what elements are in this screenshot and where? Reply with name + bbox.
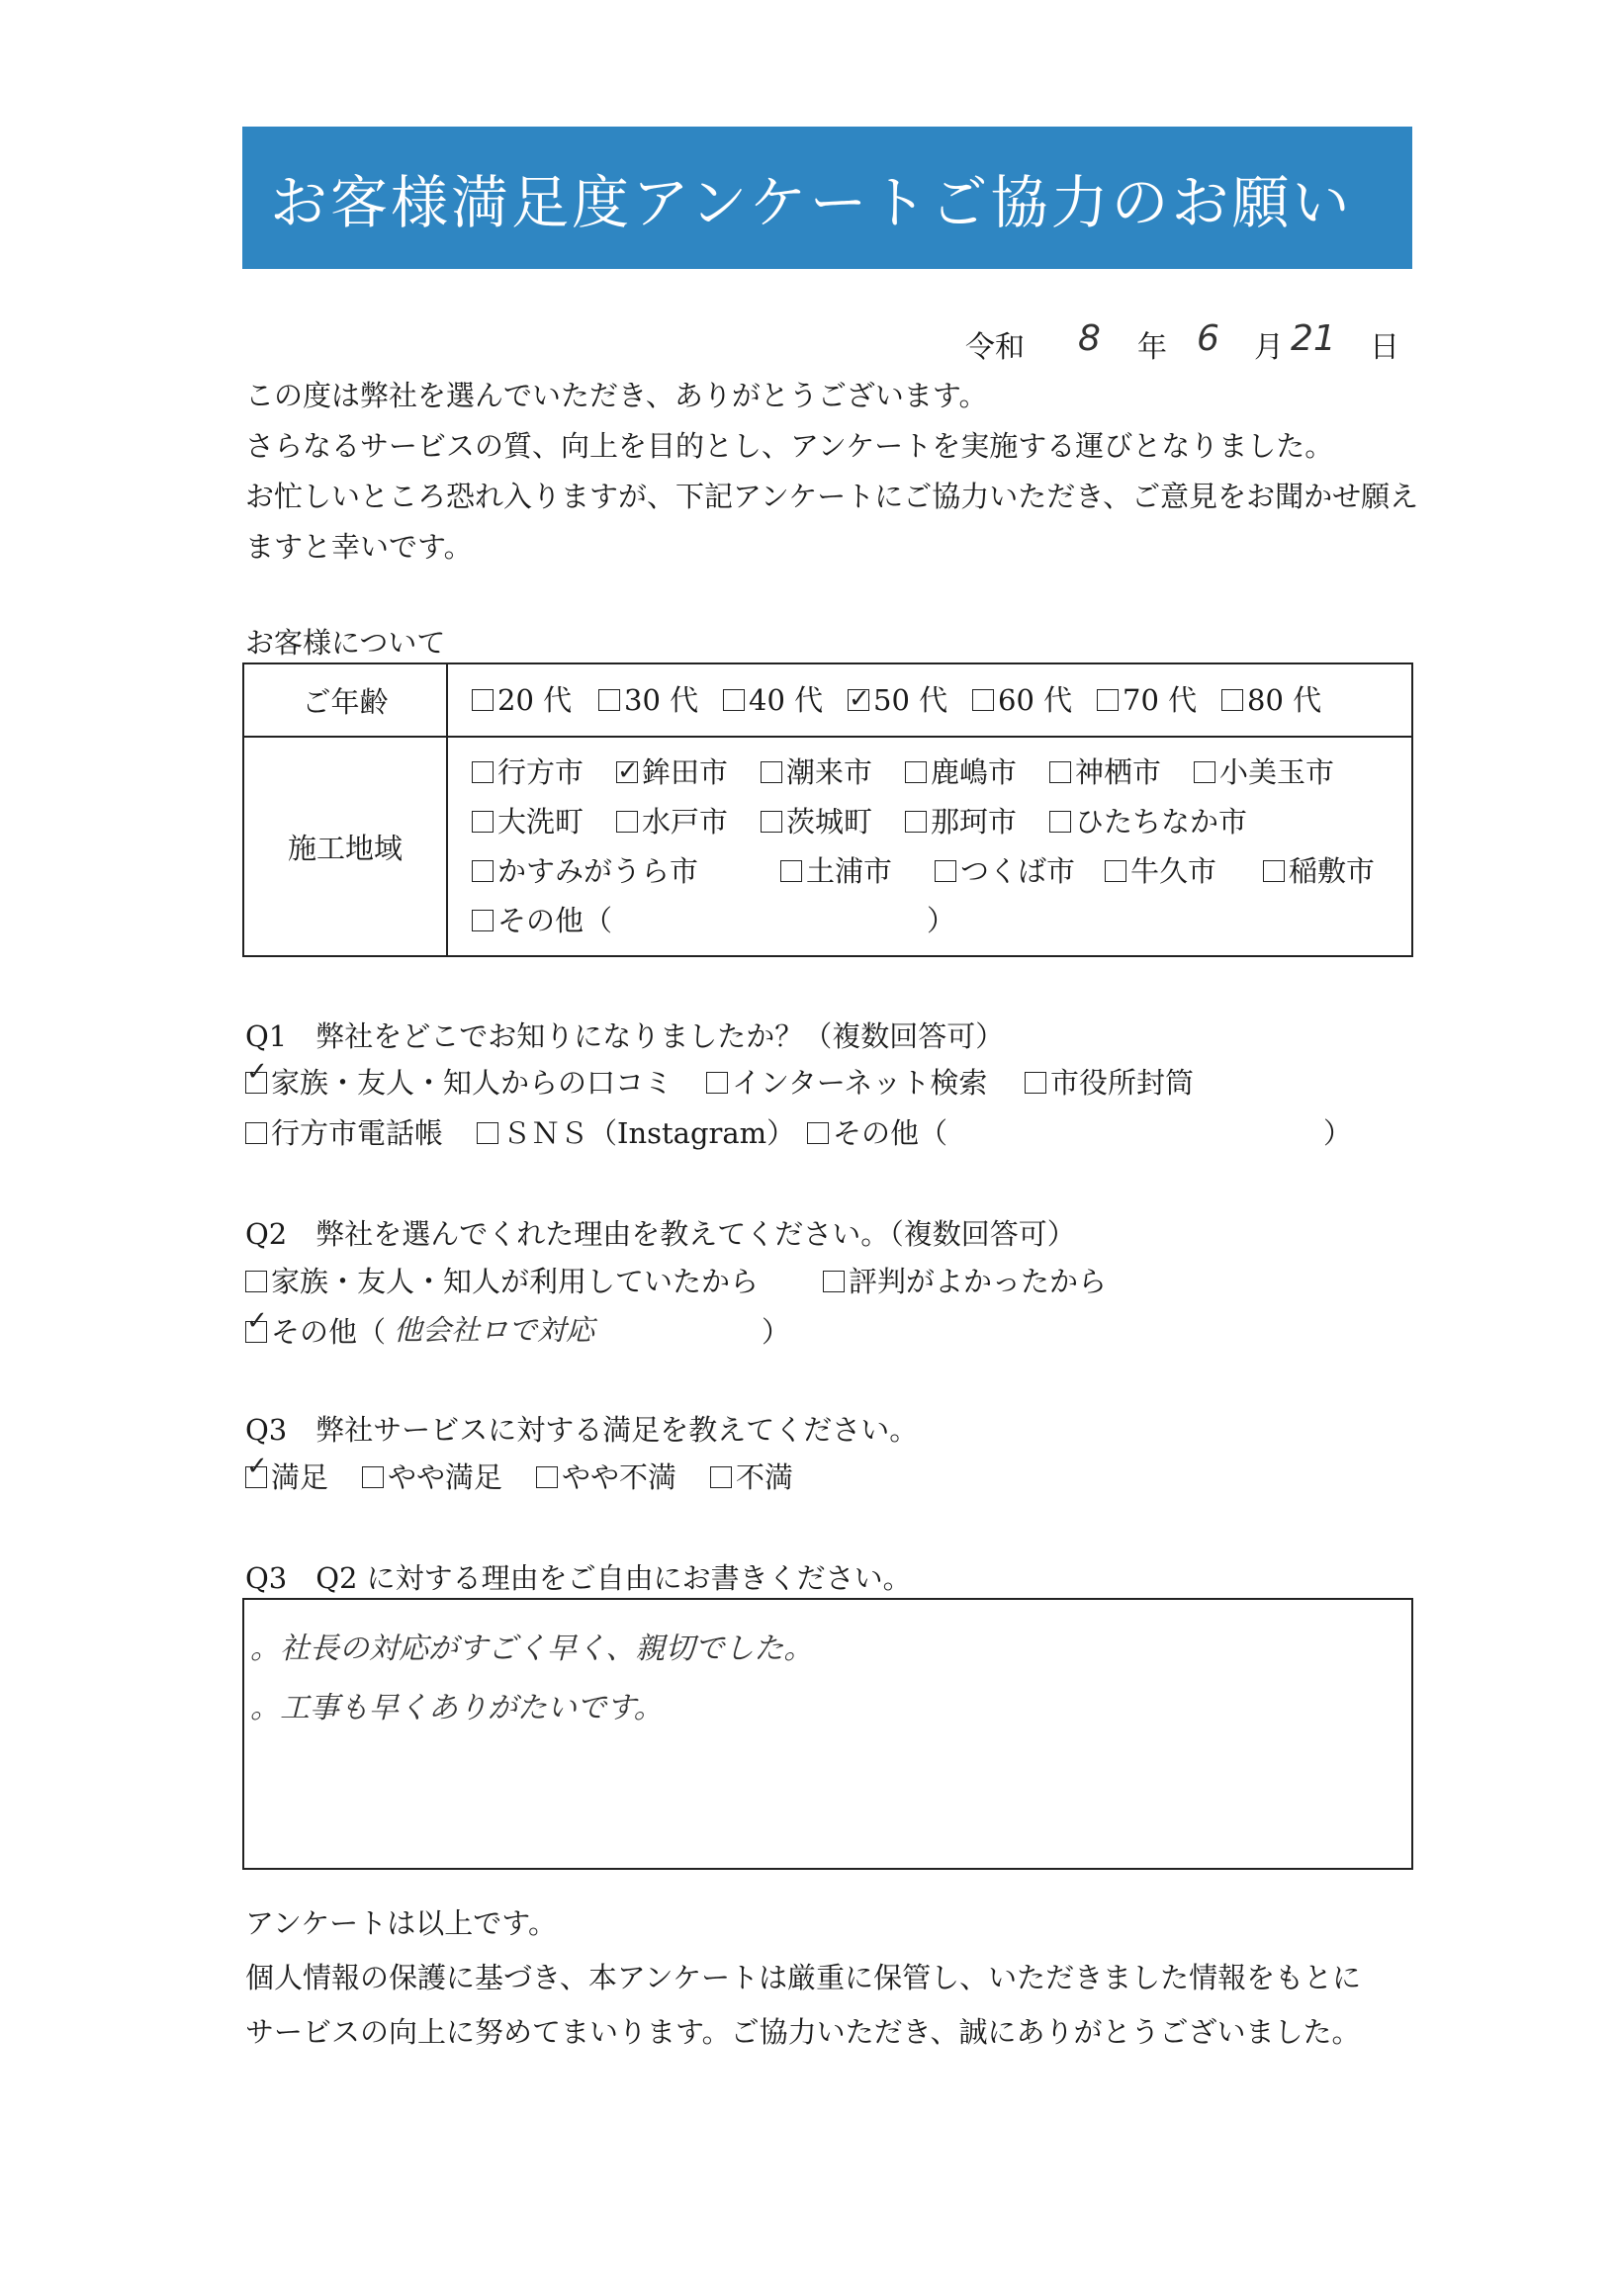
checkbox-icon[interactable]	[536, 1466, 558, 1488]
q2-option[interactable]: 家族・友人・知人が利用していたから	[245, 1260, 759, 1300]
checkbox-checked-icon[interactable]	[616, 761, 638, 783]
checkbox-icon[interactable]	[472, 910, 494, 931]
checkbox-icon[interactable]	[1097, 689, 1119, 711]
q2-question: Q2 弊社を選んでくれた理由を教えてください。（複数回答可）	[245, 1217, 1076, 1251]
checkbox-icon[interactable]	[1025, 1072, 1046, 1094]
free-answer-box[interactable]	[242, 1598, 1413, 1870]
checkbox-checked-icon[interactable]	[245, 1321, 267, 1343]
date-row	[0, 318, 1618, 364]
closing-line: サービスの向上に努めてまいります。ご協力いただき、誠にありがとうございました。	[245, 2015, 1361, 2049]
area-option[interactable]: ✓ 鉾田市	[616, 748, 728, 797]
area-option[interactable]: 潮来市	[761, 748, 872, 797]
area-label: 施工地域	[243, 737, 447, 956]
checkbox-icon[interactable]	[761, 761, 782, 783]
checkbox-icon[interactable]	[472, 811, 494, 833]
date-day-value[interactable]: 21	[1291, 318, 1336, 359]
checkbox-icon[interactable]	[1263, 860, 1285, 882]
checkbox-icon[interactable]	[472, 860, 494, 882]
q2-option[interactable]: 評判がよかったから	[823, 1260, 1107, 1300]
q2-options-line-1	[245, 1260, 1412, 1305]
q1-question: Q1 弊社をどこでお知りになりましたか？（複数回答可）	[245, 1019, 1005, 1053]
area-option[interactable]: 土浦市	[780, 846, 892, 896]
q1-other-close: ）	[1323, 1116, 1353, 1150]
q1-option[interactable]: ✓家族・友人・知人からの口コミ	[245, 1061, 673, 1102]
area-option[interactable]: 大洗町	[472, 797, 584, 846]
free-answer-line: 。社長の対応がすごく早く、親切でした。	[250, 1632, 814, 1666]
q1-option[interactable]: ＳＮＳ（Instagram）	[477, 1111, 795, 1152]
q2-other-answer[interactable]: 他会社ロで対応	[394, 1313, 595, 1347]
checkbox-icon[interactable]	[1221, 689, 1243, 711]
age-option-50[interactable]: ✓ 50 代	[848, 675, 947, 725]
age-label: ご年齢	[243, 663, 447, 737]
customer-section-label: お客様について	[245, 626, 446, 660]
age-options-line	[472, 675, 1410, 725]
area-option[interactable]: 行方市	[472, 748, 584, 797]
checkbox-icon[interactable]	[972, 689, 994, 711]
q2-options-line-2	[245, 1310, 1412, 1356]
age-options	[447, 663, 1412, 737]
closing-line: 個人情報の保護に基づき、本アンケートは厳重に保管し、いただきました情報をもとに	[245, 1961, 1362, 1994]
area-option[interactable]: 水戸市	[616, 797, 728, 846]
q1-options-line-1	[245, 1061, 1412, 1106]
area-line-3	[472, 846, 1411, 896]
checkbox-icon[interactable]	[598, 689, 620, 711]
area-option[interactable]: 那珂市	[905, 797, 1017, 846]
intro-line: ますと幸いです。	[245, 530, 473, 564]
closing-text	[245, 1897, 1361, 2060]
area-other-close: ）	[927, 904, 956, 937]
area-option[interactable]: 小美玉市	[1194, 748, 1334, 797]
age-option-60[interactable]: 60 代	[972, 675, 1072, 725]
checkbox-icon[interactable]	[616, 811, 638, 833]
checkbox-icon[interactable]	[807, 1122, 829, 1144]
q3-option[interactable]: やや不満	[536, 1456, 676, 1496]
q3-options-line	[245, 1456, 1412, 1501]
checkbox-icon[interactable]	[1194, 761, 1215, 783]
checkbox-icon[interactable]	[472, 689, 494, 711]
checkbox-icon[interactable]	[362, 1466, 384, 1488]
area-line-1	[472, 748, 1411, 797]
checkbox-icon[interactable]	[1105, 860, 1126, 882]
area-option[interactable]: つくば市	[935, 846, 1075, 896]
area-option[interactable]: 牛久市	[1105, 846, 1216, 896]
intro-text	[245, 371, 1432, 573]
q2-other-close: ）	[762, 1315, 791, 1349]
date-month-unit: 月	[1254, 330, 1284, 365]
date-day-unit: 日	[1370, 330, 1399, 365]
date-era: 令和	[965, 330, 1025, 365]
age-option-80[interactable]: 80 代	[1221, 675, 1321, 725]
area-option-other[interactable]: その他（	[472, 896, 612, 945]
q1-option[interactable]: インターネット検索	[706, 1061, 987, 1102]
age-option-40[interactable]: 40 代	[723, 675, 823, 725]
checkbox-icon[interactable]	[472, 761, 494, 783]
q4-question: Q3 Q2 に対する理由をご自由にお書きください。	[245, 1561, 912, 1595]
intro-line: この度は弊社を選んでいただき、ありがとうございます。	[245, 379, 988, 412]
area-option[interactable]: 茨城町	[761, 797, 872, 846]
area-option[interactable]: 稲敷市	[1263, 846, 1375, 896]
area-option[interactable]: ひたちなか市	[1049, 797, 1247, 846]
checkbox-checked-icon[interactable]	[848, 689, 869, 711]
checkbox-icon[interactable]	[761, 811, 782, 833]
free-answer-line: 。工事も早くありがたいです。	[250, 1691, 664, 1725]
checkbox-icon[interactable]	[905, 811, 927, 833]
checkbox-icon[interactable]	[723, 689, 745, 711]
q3-option[interactable]: 不満	[710, 1456, 793, 1496]
checkbox-icon[interactable]	[706, 1072, 728, 1094]
checkbox-checked-icon[interactable]	[245, 1072, 267, 1094]
checkbox-icon[interactable]	[905, 761, 927, 783]
q2-option-other[interactable]: ✓その他（	[245, 1310, 386, 1351]
area-option[interactable]: かすみがうら市	[472, 846, 698, 896]
area-options	[447, 737, 1412, 956]
checkbox-icon[interactable]	[245, 1271, 267, 1292]
checkbox-icon[interactable]	[1049, 761, 1071, 783]
age-option-20[interactable]: 20 代	[472, 675, 572, 725]
checkbox-icon[interactable]	[780, 860, 802, 882]
q1-option[interactable]: 市役所封筒	[1025, 1061, 1194, 1102]
survey-title: お客様満足度アンケートご協力のお願い	[242, 127, 1412, 269]
checkbox-icon[interactable]	[477, 1122, 498, 1144]
customer-info-table	[242, 662, 1413, 957]
q3-question: Q3 弊社サービスに対する満足を教えてください。	[245, 1413, 919, 1447]
q1-option[interactable]: 行方市電話帳	[245, 1111, 443, 1152]
closing-line: アンケートは以上です。	[245, 1906, 557, 1940]
checkbox-icon[interactable]	[823, 1271, 845, 1292]
area-option[interactable]: 神栖市	[1049, 748, 1161, 797]
q1-option-other[interactable]: その他（	[807, 1111, 947, 1152]
area-line-4	[472, 896, 1411, 945]
checkbox-icon[interactable]	[710, 1466, 732, 1488]
area-line-2	[472, 797, 1411, 846]
area-option[interactable]: 鹿嶋市	[905, 748, 1017, 797]
q3-option[interactable]: ✓満足	[245, 1456, 328, 1496]
date-year-unit: 年	[1137, 330, 1167, 365]
checkbox-icon[interactable]	[935, 860, 956, 882]
intro-line: さらなるサービスの質、向上を目的とし、アンケートを実施する運びとなりました。	[245, 429, 1334, 463]
date-year-value[interactable]: 8	[1078, 318, 1101, 359]
q3-option[interactable]: やや満足	[362, 1456, 502, 1496]
checkbox-icon[interactable]	[245, 1122, 267, 1144]
checkbox-checked-icon[interactable]	[245, 1466, 267, 1488]
intro-line: お忙しいところ恐れ入りますが、下記アンケートにご協力いただき、ご意見をお聞かせ願え	[245, 480, 1419, 513]
age-option-70[interactable]: 70 代	[1097, 675, 1197, 725]
date-month-value[interactable]: 6	[1197, 318, 1219, 359]
checkbox-icon[interactable]	[1049, 811, 1071, 833]
age-option-30[interactable]: 30 代	[598, 675, 698, 725]
q1-options-line-2	[245, 1111, 1412, 1157]
